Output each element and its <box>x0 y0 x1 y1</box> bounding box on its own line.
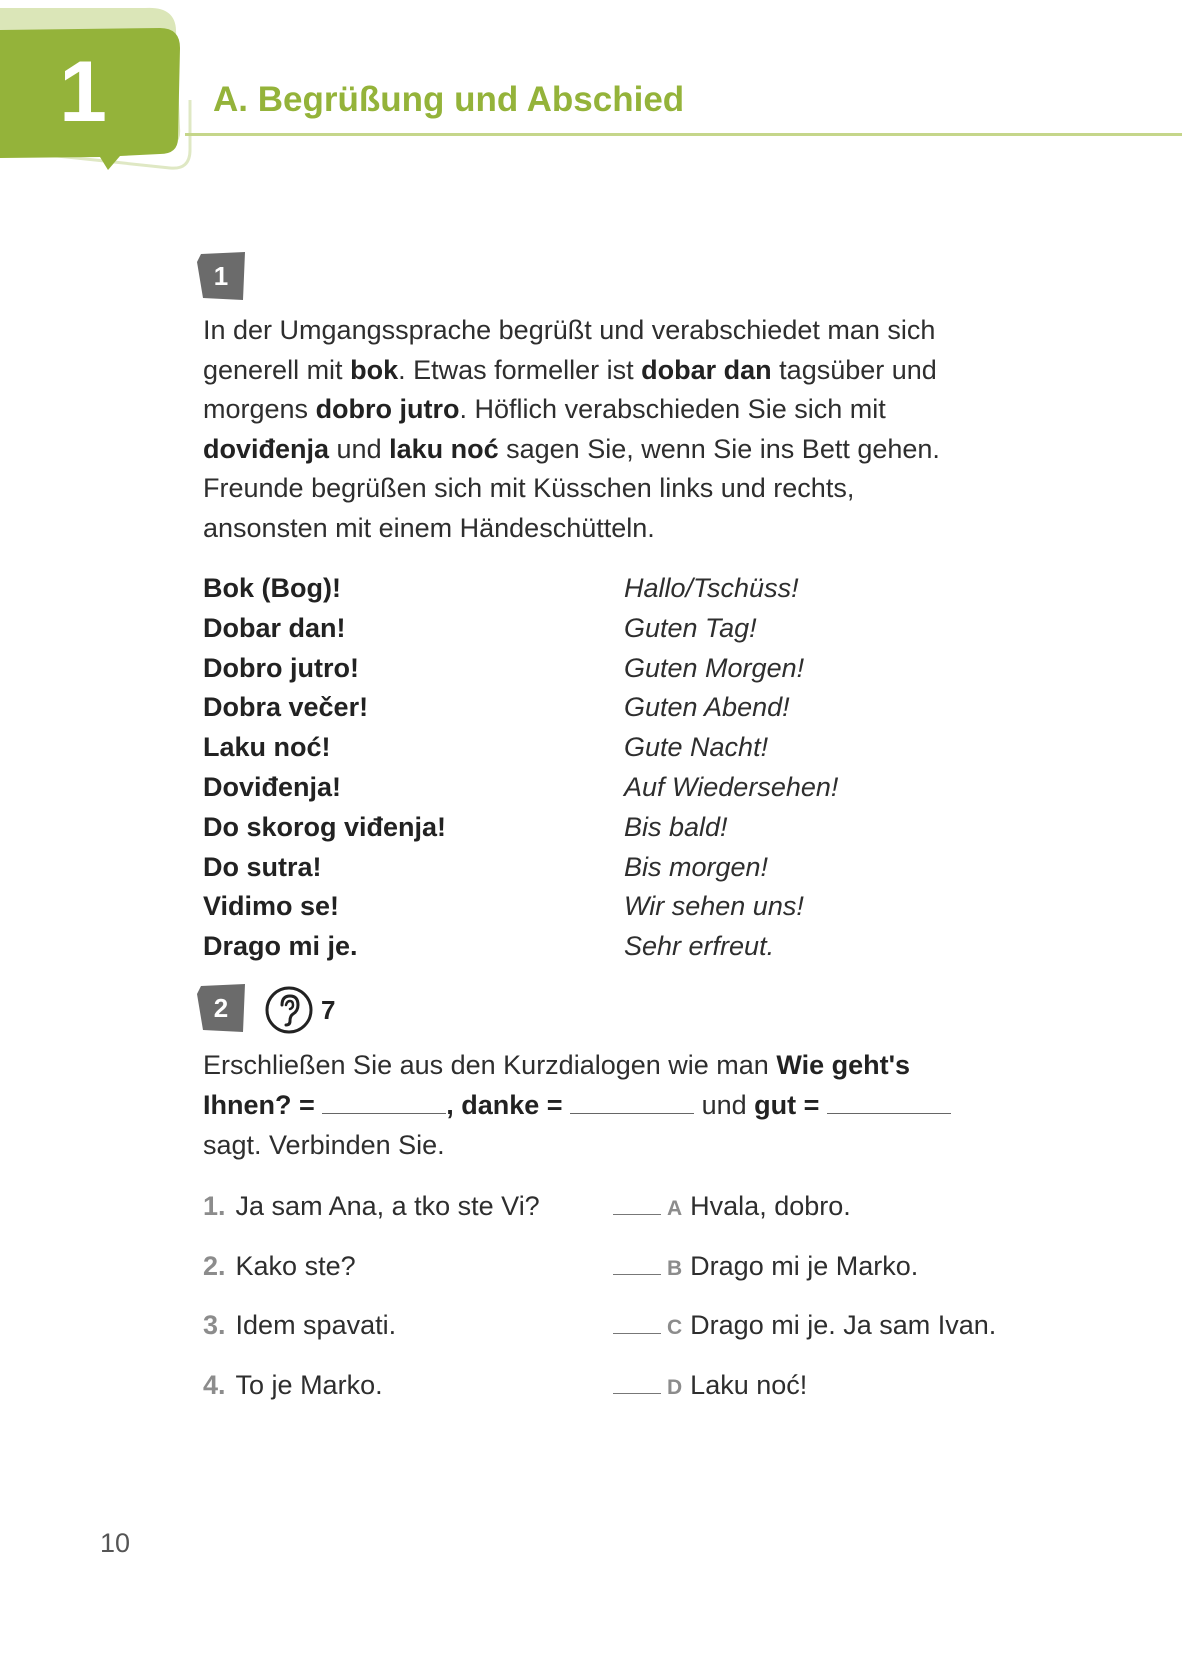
answer-option <box>613 1305 996 1348</box>
phrase-croatian: Dobro jutro! <box>203 652 359 683</box>
phrase-row <box>203 926 775 966</box>
intro-bold: bok <box>350 354 399 385</box>
item-text: Kako ste? <box>235 1250 356 1281</box>
answer-option <box>613 1365 807 1408</box>
phrase-german: Bis morgen! <box>624 851 769 882</box>
intro-bold: laku noć <box>389 433 499 464</box>
phrase-german: Auf Wiedersehen! <box>624 772 839 802</box>
intro-bold: gut <box>754 1090 797 1120</box>
phrase-row <box>203 568 799 608</box>
answer-option <box>613 1186 851 1229</box>
match-row <box>203 1305 997 1345</box>
intro-text: ansonsten mit einem Händeschütteln. <box>203 513 655 543</box>
answer-letter: C <box>667 1316 683 1339</box>
phrase-croatian: Vidimo se! <box>203 891 340 922</box>
exercise-2-number: 2 <box>213 993 229 1023</box>
intro-text: morgens <box>203 394 316 425</box>
intro-bold: = <box>796 1090 827 1120</box>
phrase-german: Guten Tag! <box>624 612 757 643</box>
phrase-croatian: Doviđenja! <box>203 772 342 802</box>
intro-bold: dobro jutro <box>315 394 460 425</box>
phrase-row <box>203 687 790 727</box>
answer-letter: D <box>667 1375 683 1399</box>
match-row <box>203 1246 919 1286</box>
phrase-german: Sehr erfreut. <box>624 931 775 962</box>
match-row <box>203 1365 808 1405</box>
intro-line <box>203 311 935 351</box>
phrase-row <box>203 608 757 648</box>
intro-text: tagsüber und <box>771 354 937 385</box>
item-text: To je Marko. <box>235 1369 383 1400</box>
intro-text: sagen Sie, wenn Sie ins Bett gehen. <box>498 433 940 464</box>
fill-blank-3[interactable] <box>827 1089 951 1114</box>
answer-text: Drago mi je Marko. <box>690 1250 919 1281</box>
answer-letter: B <box>667 1256 683 1280</box>
phrase-croatian: Drago mi je. <box>203 931 358 962</box>
phrase-german: Wir sehen uns! <box>624 891 804 922</box>
item-text: Ja sam Ana, a tko ste Vi? <box>235 1191 540 1221</box>
intro-line <box>203 390 886 430</box>
exercise-1-badge <box>195 252 247 300</box>
answer-blank[interactable] <box>613 1252 661 1275</box>
item-number: 2. <box>203 1250 226 1281</box>
answer-letter: A <box>667 1197 683 1220</box>
phrase-row <box>203 847 769 887</box>
intro-bold: doviđenja <box>203 433 330 464</box>
item-number: 1. <box>203 1191 226 1221</box>
answer-blank[interactable] <box>613 1371 661 1394</box>
item-text: Idem spavati. <box>235 1310 397 1340</box>
exercise-2-badge <box>195 984 247 1032</box>
answer-option <box>613 1246 918 1289</box>
title-divider <box>185 133 1182 136</box>
phrase-croatian: Dobar dan! <box>203 612 346 643</box>
phrase-german: Gute Nacht! <box>624 732 769 763</box>
intro-text: und <box>329 433 390 464</box>
intro-line <box>203 430 940 470</box>
audio-track-number: 7 <box>321 995 336 1025</box>
item-number: 3. <box>203 1310 226 1340</box>
fill-blank-1[interactable] <box>322 1089 446 1114</box>
answer-text: Laku noć! <box>690 1369 808 1400</box>
intro-line <box>203 351 937 391</box>
phrase-german: Hallo/Tschüss! <box>624 573 799 603</box>
phrase-croatian: Do sutra! <box>203 851 322 882</box>
item-number: 4. <box>203 1369 226 1400</box>
phrase-row <box>203 807 728 847</box>
intro-bold: , danke = <box>446 1090 571 1120</box>
intro-text: In der Umgangssprache begrüßt und verabschiedet man sich <box>203 315 936 345</box>
phrase-croatian: Dobra večer! <box>203 692 369 723</box>
phrase-croatian: Laku noć! <box>203 732 331 763</box>
answer-text: Drago mi je. Ja sam Ivan. <box>690 1310 997 1340</box>
intro-bold: Wie geht's <box>776 1050 911 1080</box>
fill-blank-2[interactable] <box>570 1089 694 1114</box>
ear-icon <box>264 985 314 1035</box>
intro-line <box>203 509 655 549</box>
phrase-german: Guten Abend! <box>624 692 790 723</box>
chapter-tab <box>0 0 200 175</box>
answer-blank[interactable] <box>613 1192 661 1215</box>
phrase-row <box>203 727 769 767</box>
chapter-number: 1 <box>59 44 107 140</box>
exercise-2-intro-line-1 <box>203 1046 910 1086</box>
answer-text: Hvala, dobro. <box>690 1191 851 1221</box>
intro-bold: Ihnen? = <box>203 1090 323 1120</box>
chapter-title: A. Begrüßung und Abschied <box>213 80 685 119</box>
intro-text: . Etwas formeller ist <box>398 354 642 385</box>
exercise-2-intro-line-2 <box>203 1086 951 1126</box>
phrase-row <box>203 886 804 926</box>
intro-text: Freunde begrüßen sich mit Küsschen links und rechts, <box>203 473 855 504</box>
answer-blank[interactable] <box>613 1311 661 1334</box>
exercise-2-intro-line-3: sagt. Verbinden Sie. <box>203 1130 445 1160</box>
page-number: 10 <box>100 1528 131 1558</box>
phrase-croatian: Bok (Bog)! <box>203 573 341 603</box>
intro-text: generell mit <box>203 354 351 385</box>
intro-text: und <box>694 1090 755 1120</box>
exercise-1-number: 1 <box>213 261 229 291</box>
phrase-row <box>203 767 839 807</box>
phrase-german: Bis bald! <box>624 811 728 842</box>
intro-line <box>203 469 854 509</box>
match-row <box>203 1186 851 1226</box>
intro-text: Erschließen Sie aus den Kurzdialogen wie man <box>203 1050 777 1080</box>
phrase-row <box>203 648 805 688</box>
phrase-german: Guten Morgen! <box>624 652 805 683</box>
intro-text: . Höflich verabschieden Sie sich mit <box>459 394 886 425</box>
intro-bold: dobar dan <box>641 354 772 385</box>
phrase-croatian: Do skorog viđenja! <box>203 811 447 842</box>
